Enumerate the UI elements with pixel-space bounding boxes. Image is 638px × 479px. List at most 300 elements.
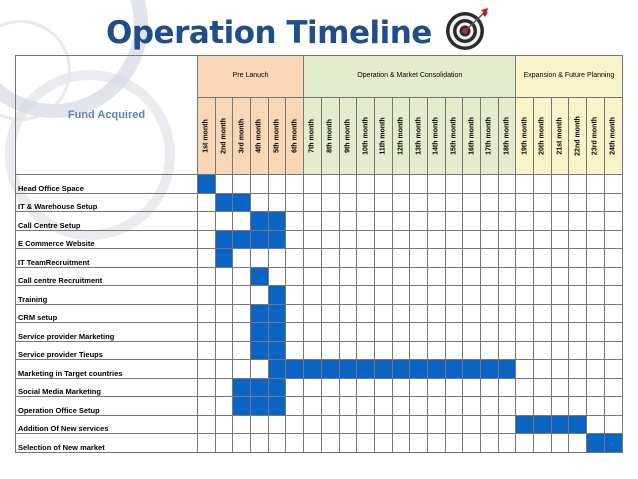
- timeline-cell: [339, 175, 357, 194]
- timeline-cell: [357, 249, 375, 268]
- timeline-cell: [215, 212, 233, 231]
- timeline-cell: [374, 212, 392, 231]
- timeline-cell: [198, 230, 216, 249]
- timeline-bar-cell: [268, 304, 286, 323]
- timeline-cell: [498, 378, 516, 397]
- timeline-cell: [357, 397, 375, 416]
- timeline-cell: [233, 304, 251, 323]
- month-label: 13th month: [415, 117, 423, 155]
- timeline-cell: [516, 193, 534, 212]
- timeline-bar-cell: [321, 360, 339, 379]
- task-row: [16, 378, 623, 397]
- timeline-cell: [410, 267, 428, 286]
- task-label: Service provider Tieups: [16, 341, 198, 360]
- task-label: Operation Office Setup: [16, 397, 198, 416]
- timeline-cell: [481, 249, 499, 268]
- task-label: Head Office Space: [16, 175, 198, 194]
- timeline-cell: [551, 360, 569, 379]
- month-header: [551, 98, 569, 175]
- month-header: [321, 98, 339, 175]
- timeline-cell: [215, 434, 233, 453]
- timeline-cell: [604, 193, 622, 212]
- timeline-cell: [339, 193, 357, 212]
- timeline-cell: [215, 304, 233, 323]
- month-header: [516, 98, 534, 175]
- timeline-bar-cell: [233, 397, 251, 416]
- timeline-cell: [321, 267, 339, 286]
- timeline-bar-cell: [268, 230, 286, 249]
- timeline-cell: [286, 304, 304, 323]
- timeline-cell: [463, 323, 481, 342]
- timeline-cell: [551, 323, 569, 342]
- timeline-cell: [463, 434, 481, 453]
- timeline-cell: [198, 249, 216, 268]
- timeline-cell: [569, 193, 587, 212]
- timeline-bar-cell: [233, 230, 251, 249]
- task-label: CRM setup: [16, 304, 198, 323]
- target-with-arrow-icon: [444, 6, 490, 52]
- timeline-cell: [587, 341, 605, 360]
- timeline-bar-cell: [498, 360, 516, 379]
- timeline-bar-cell: [233, 378, 251, 397]
- timeline-cell: [304, 378, 322, 397]
- timeline-bar-cell: [268, 286, 286, 305]
- timeline-bar-cell: [445, 360, 463, 379]
- timeline-cell: [587, 175, 605, 194]
- timeline-cell: [516, 286, 534, 305]
- timeline-cell: [516, 304, 534, 323]
- timeline-cell: [268, 434, 286, 453]
- timeline-cell: [286, 193, 304, 212]
- timeline-cell: [410, 397, 428, 416]
- timeline-cell: [604, 267, 622, 286]
- timeline-cell: [427, 397, 445, 416]
- timeline-cell: [392, 249, 410, 268]
- timeline-cell: [392, 434, 410, 453]
- month-label: 24th month: [609, 117, 617, 155]
- timeline-cell: [286, 249, 304, 268]
- timeline-cell: [569, 249, 587, 268]
- timeline-cell: [251, 249, 269, 268]
- timeline-cell: [286, 212, 304, 231]
- timeline-cell: [445, 415, 463, 434]
- phase-header-3: Expansion & Future Planning: [516, 56, 622, 98]
- timeline-cell: [392, 397, 410, 416]
- task-label: Selection of New market: [16, 434, 198, 453]
- timeline-cell: [445, 341, 463, 360]
- timeline-cell: [374, 304, 392, 323]
- timeline-cell: [569, 175, 587, 194]
- timeline-cell: [321, 378, 339, 397]
- month-header: [357, 98, 375, 175]
- timeline-bar-cell: [374, 360, 392, 379]
- timeline-cell: [410, 249, 428, 268]
- month-header: [392, 98, 410, 175]
- timeline-cell: [534, 230, 552, 249]
- timeline-cell: [587, 212, 605, 231]
- timeline-cell: [498, 267, 516, 286]
- timeline-cell: [321, 175, 339, 194]
- timeline-cell: [604, 360, 622, 379]
- timeline-bar-cell: [251, 378, 269, 397]
- month-label: 10th month: [362, 117, 370, 155]
- timeline-cell: [215, 323, 233, 342]
- timeline-cell: [427, 415, 445, 434]
- timeline-cell: [481, 212, 499, 231]
- timeline-table: [15, 55, 623, 453]
- timeline-cell: [233, 323, 251, 342]
- phase-header-2: Operation & Market Consolidation: [304, 56, 516, 98]
- timeline-cell: [339, 434, 357, 453]
- timeline-cell: [198, 378, 216, 397]
- timeline-cell: [551, 175, 569, 194]
- timeline-cell: [215, 341, 233, 360]
- timeline-cell: [268, 249, 286, 268]
- timeline-cell: [534, 397, 552, 416]
- timeline-cell: [233, 286, 251, 305]
- task-label: Service provider Marketing: [16, 323, 198, 342]
- timeline-cell: [551, 341, 569, 360]
- timeline-cell: [198, 415, 216, 434]
- timeline-cell: [427, 378, 445, 397]
- fund-acquired-label: Fund Acquired: [16, 56, 198, 175]
- timeline-cell: [604, 397, 622, 416]
- timeline-cell: [321, 230, 339, 249]
- timeline-cell: [198, 434, 216, 453]
- timeline-cell: [481, 193, 499, 212]
- task-label: Marketing in Target countries: [16, 360, 198, 379]
- month-header: [463, 98, 481, 175]
- month-header: [410, 98, 428, 175]
- timeline-cell: [534, 249, 552, 268]
- timeline-cell: [445, 175, 463, 194]
- month-header: [587, 98, 605, 175]
- timeline-cell: [392, 341, 410, 360]
- timeline-cell: [604, 212, 622, 231]
- month-label: 2nd month: [220, 118, 228, 154]
- timeline-cell: [569, 378, 587, 397]
- timeline-cell: [516, 212, 534, 231]
- task-row: [16, 175, 623, 194]
- timeline-cell: [498, 304, 516, 323]
- timeline-cell: [410, 175, 428, 194]
- task-label: IT TeamRecruitment: [16, 249, 198, 268]
- timeline-cell: [198, 360, 216, 379]
- timeline-cell: [198, 193, 216, 212]
- timeline-bar-cell: [251, 304, 269, 323]
- timeline-bar-cell: [268, 323, 286, 342]
- timeline-cell: [604, 230, 622, 249]
- task-row: [16, 193, 623, 212]
- timeline-cell: [463, 397, 481, 416]
- timeline-cell: [587, 193, 605, 212]
- timeline-cell: [427, 175, 445, 194]
- timeline-cell: [498, 286, 516, 305]
- month-label: 3rd month: [238, 118, 246, 154]
- phase-header-row: [16, 56, 623, 98]
- timeline-cell: [251, 175, 269, 194]
- page-title: Operation Timeline: [106, 15, 432, 51]
- month-header: [445, 98, 463, 175]
- timeline-cell: [339, 230, 357, 249]
- timeline-cell: [463, 267, 481, 286]
- timeline-cell: [551, 397, 569, 416]
- timeline-cell: [286, 341, 304, 360]
- task-label: Social Media Marketing: [16, 378, 198, 397]
- timeline-cell: [374, 249, 392, 268]
- timeline-cell: [551, 230, 569, 249]
- timeline-cell: [587, 286, 605, 305]
- timeline-cell: [304, 286, 322, 305]
- timeline-bar-cell: [410, 360, 428, 379]
- timeline-cell: [321, 193, 339, 212]
- timeline-cell: [251, 286, 269, 305]
- timeline-cell: [481, 434, 499, 453]
- timeline-cell: [534, 286, 552, 305]
- timeline-cell: [427, 267, 445, 286]
- timeline-cell: [498, 230, 516, 249]
- timeline-cell: [569, 397, 587, 416]
- timeline-cell: [427, 286, 445, 305]
- timeline-cell: [463, 230, 481, 249]
- timeline-cell: [463, 341, 481, 360]
- timeline-cell: [392, 230, 410, 249]
- timeline-cell: [569, 341, 587, 360]
- timeline-cell: [392, 193, 410, 212]
- timeline-cell: [427, 230, 445, 249]
- timeline-cell: [410, 323, 428, 342]
- month-label: 15th month: [450, 117, 458, 155]
- month-label: 6th month: [291, 119, 299, 153]
- timeline-cell: [445, 286, 463, 305]
- task-row: [16, 249, 623, 268]
- timeline-cell: [534, 341, 552, 360]
- timeline-cell: [198, 267, 216, 286]
- timeline-cell: [198, 212, 216, 231]
- timeline-cell: [251, 360, 269, 379]
- timeline-cell: [445, 434, 463, 453]
- timeline-cell: [481, 267, 499, 286]
- timeline-cell: [587, 360, 605, 379]
- timeline-cell: [445, 378, 463, 397]
- timeline-cell: [339, 267, 357, 286]
- timeline-cell: [569, 286, 587, 305]
- task-label: Addition Of New services: [16, 415, 198, 434]
- timeline-cell: [374, 434, 392, 453]
- timeline-cell: [498, 341, 516, 360]
- timeline-cell: [463, 415, 481, 434]
- timeline-cell: [410, 304, 428, 323]
- timeline-cell: [268, 193, 286, 212]
- timeline-cell: [516, 249, 534, 268]
- timeline-cell: [427, 304, 445, 323]
- timeline-cell: [374, 175, 392, 194]
- month-header: [339, 98, 357, 175]
- timeline-bar-cell: [357, 360, 375, 379]
- timeline-cell: [534, 360, 552, 379]
- timeline-bar-cell: [268, 212, 286, 231]
- timeline-cell: [392, 378, 410, 397]
- timeline-cell: [445, 230, 463, 249]
- timeline-cell: [215, 267, 233, 286]
- timeline-cell: [587, 249, 605, 268]
- timeline-cell: [339, 323, 357, 342]
- timeline-cell: [357, 434, 375, 453]
- timeline-bar-cell: [304, 360, 322, 379]
- timeline-cell: [481, 323, 499, 342]
- month-header: [233, 98, 251, 175]
- timeline-cell: [321, 249, 339, 268]
- timeline-cell: [304, 341, 322, 360]
- task-row: [16, 341, 623, 360]
- timeline-cell: [569, 323, 587, 342]
- timeline-cell: [215, 415, 233, 434]
- timeline-bar-cell: [251, 267, 269, 286]
- timeline-cell: [198, 323, 216, 342]
- timeline-cell: [445, 323, 463, 342]
- timeline-cell: [304, 249, 322, 268]
- timeline-cell: [374, 397, 392, 416]
- timeline-cell: [251, 193, 269, 212]
- timeline-bar-cell: [215, 249, 233, 268]
- timeline-cell: [357, 341, 375, 360]
- timeline-cell: [410, 230, 428, 249]
- month-header: [481, 98, 499, 175]
- timeline-cell: [427, 193, 445, 212]
- timeline-cell: [268, 267, 286, 286]
- timeline-cell: [357, 323, 375, 342]
- timeline-cell: [498, 212, 516, 231]
- timeline-cell: [463, 378, 481, 397]
- month-label: 18th month: [503, 117, 511, 155]
- timeline-bar-cell: [587, 434, 605, 453]
- timeline-cell: [286, 397, 304, 416]
- month-header: [534, 98, 552, 175]
- month-label: 23rd month: [591, 116, 599, 156]
- timeline-cell: [427, 212, 445, 231]
- timeline-cell: [339, 397, 357, 416]
- timeline-cell: [604, 304, 622, 323]
- timeline-cell: [463, 249, 481, 268]
- timeline-cell: [198, 341, 216, 360]
- timeline-cell: [339, 341, 357, 360]
- task-label: Call Centre Setup: [16, 212, 198, 231]
- timeline-cell: [339, 304, 357, 323]
- timeline-cell: [516, 378, 534, 397]
- timeline-cell: [604, 323, 622, 342]
- timeline-cell: [215, 378, 233, 397]
- timeline-bar-cell: [268, 397, 286, 416]
- timeline-cell: [569, 230, 587, 249]
- timeline-cell: [604, 341, 622, 360]
- timeline-cell: [304, 415, 322, 434]
- timeline-cell: [251, 415, 269, 434]
- task-label: IT & Warehouse Setup: [16, 193, 198, 212]
- timeline-cell: [463, 175, 481, 194]
- timeline-cell: [587, 267, 605, 286]
- timeline-cell: [410, 341, 428, 360]
- timeline-cell: [551, 212, 569, 231]
- timeline-cell: [516, 397, 534, 416]
- timeline-cell: [569, 212, 587, 231]
- timeline-cell: [392, 415, 410, 434]
- timeline-cell: [215, 360, 233, 379]
- timeline-cell: [233, 249, 251, 268]
- timeline-cell: [374, 415, 392, 434]
- month-label: 20th month: [538, 117, 546, 155]
- timeline-cell: [286, 434, 304, 453]
- timeline-cell: [587, 415, 605, 434]
- timeline-cell: [392, 286, 410, 305]
- timeline-cell: [604, 249, 622, 268]
- timeline-cell: [534, 212, 552, 231]
- timeline-cell: [427, 323, 445, 342]
- timeline-cell: [481, 397, 499, 416]
- timeline-cell: [233, 267, 251, 286]
- timeline-cell: [392, 175, 410, 194]
- task-row: [16, 434, 623, 453]
- timeline-cell: [374, 286, 392, 305]
- month-label: 4th month: [255, 119, 263, 153]
- timeline-cell: [463, 193, 481, 212]
- timeline-bar-cell: [251, 212, 269, 231]
- timeline-cell: [286, 175, 304, 194]
- timeline-cell: [321, 415, 339, 434]
- month-label: 8th month: [326, 119, 334, 153]
- timeline-cell: [410, 434, 428, 453]
- timeline-bar-cell: [569, 415, 587, 434]
- timeline-cell: [481, 230, 499, 249]
- month-header: [569, 98, 587, 175]
- timeline-cell: [445, 267, 463, 286]
- timeline-cell: [427, 341, 445, 360]
- month-header: [198, 98, 216, 175]
- timeline-cell: [587, 323, 605, 342]
- timeline-cell: [498, 193, 516, 212]
- timeline-cell: [534, 378, 552, 397]
- timeline-bar-cell: [392, 360, 410, 379]
- timeline-cell: [427, 249, 445, 268]
- timeline-cell: [233, 434, 251, 453]
- timeline-cell: [321, 323, 339, 342]
- timeline-cell: [604, 415, 622, 434]
- task-label: Training: [16, 286, 198, 305]
- timeline-bar-cell: [604, 434, 622, 453]
- task-row: [16, 415, 623, 434]
- timeline-cell: [215, 286, 233, 305]
- timeline-cell: [569, 267, 587, 286]
- month-header: [604, 98, 622, 175]
- timeline-cell: [534, 434, 552, 453]
- timeline-cell: [321, 286, 339, 305]
- timeline-cell: [321, 304, 339, 323]
- timeline-cell: [551, 286, 569, 305]
- timeline-bar-cell: [286, 360, 304, 379]
- timeline-cell: [604, 378, 622, 397]
- month-label: 9th month: [344, 119, 352, 153]
- month-label: 5th month: [273, 119, 281, 153]
- timeline-cell: [357, 304, 375, 323]
- timeline-cell: [569, 304, 587, 323]
- task-row: [16, 212, 623, 231]
- timeline-cell: [321, 434, 339, 453]
- timeline-cell: [374, 193, 392, 212]
- timeline-cell: [551, 267, 569, 286]
- timeline-bar-cell: [268, 341, 286, 360]
- timeline-cell: [392, 212, 410, 231]
- timeline-cell: [445, 304, 463, 323]
- timeline-cell: [304, 323, 322, 342]
